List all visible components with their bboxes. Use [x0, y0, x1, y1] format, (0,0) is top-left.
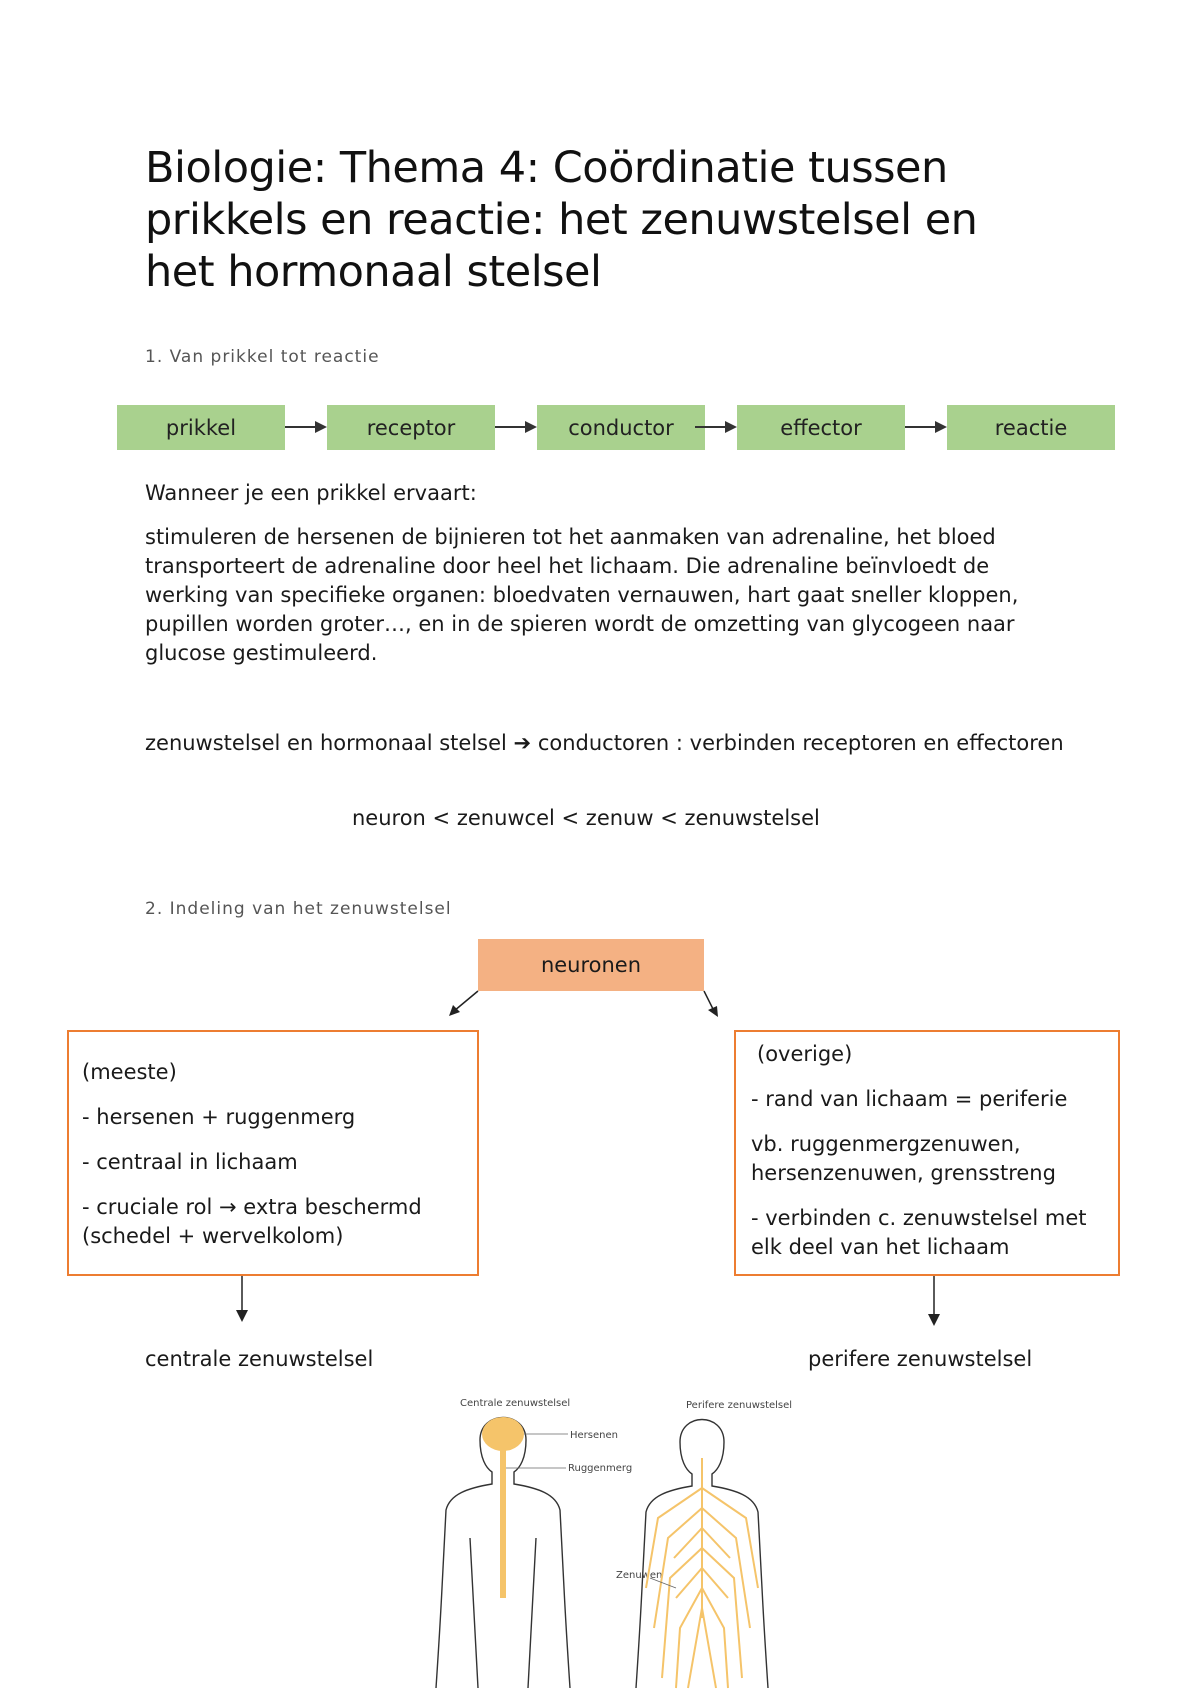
arrow-right-icon: →	[218, 1195, 237, 1219]
flow-step-prikkel: prikkel	[117, 405, 285, 450]
flow-step-reactie: reactie	[947, 405, 1115, 450]
branch-arrows-icon	[440, 985, 740, 1021]
central-line-meeste: (meeste)	[82, 1060, 177, 1084]
central-nervous-label: centrale zenuwstelsel	[145, 1347, 374, 1371]
central-line-cruciaal	[82, 1193, 467, 1251]
brain-shape	[482, 1417, 524, 1451]
peripheral-line-rand: - rand van lichaam = periferie	[751, 1087, 1068, 1111]
central-nervous-box	[67, 1030, 479, 1276]
flow-step-receptor: receptor	[327, 405, 495, 450]
hierarchy-text: neuron < zenuwcel < zenuw < zenuwstelsel	[352, 806, 820, 830]
down-arrow-icon	[924, 1276, 944, 1328]
flow-arrow-icon	[905, 405, 947, 450]
peripheral-nervous-label: perifere zenuwstelsel	[808, 1347, 1033, 1371]
label-zenuwen: Zenuwen	[616, 1570, 663, 1581]
bold-arrow-icon: ➔	[513, 731, 532, 755]
peripheral-line-overige: (overige)	[757, 1042, 853, 1066]
figure-title-central: Centrale zenuwstelsel	[460, 1398, 571, 1409]
flow-arrow-icon	[285, 405, 327, 450]
peripheral-nervous-box	[734, 1030, 1120, 1276]
down-arrow-icon	[232, 1276, 252, 1324]
central-line-hersenen: - hersenen + ruggenmerg	[82, 1105, 356, 1129]
central-line-cruciaal-start: - cruciale rol	[82, 1195, 213, 1219]
peripheral-line-verbinden: - verbinden c. zenuwstelsel met elk deel van het lichaam	[751, 1206, 1087, 1259]
peripheral-line-voorbeelden: vb. ruggenmergzenuwen, hersenzenuwen, grensstreng	[751, 1132, 1056, 1185]
peripheral-nerves	[646, 1458, 758, 1688]
flow-step-conductor: conductor	[537, 405, 705, 450]
flow-arrow-icon	[695, 405, 737, 450]
spinal-cord-shape	[500, 1448, 506, 1598]
intro-text: Wanneer je een prikkel ervaart:	[145, 481, 477, 505]
nervous-system-figure	[418, 1388, 828, 1696]
adrenaline-paragraph: stimuleren de hersenen de bijnieren tot het aanmaken van adrenaline, het bloed transporteert de adrenaline door heel het lichaam. Die adrenaline beïnvloedt de werking van specifieke organen: bloedvaten vernauwen, hart gaat sneller kloppen, pupillen worden groter…, en in de spieren wordt de omzetting van glycogeen naar glucose gestimuleerd.	[145, 525, 1019, 665]
figure-title-peripheral: Perifere zenuwstelsel	[686, 1400, 793, 1411]
conductors-text	[145, 729, 1065, 758]
conductors-subject: zenuwstelsel en hormonaal stelsel	[145, 731, 507, 755]
label-ruggenmerg: Ruggenmerg	[568, 1463, 633, 1474]
section-1-heading: 1. Van prikkel tot reactie	[145, 347, 380, 367]
section-2-heading: 2. Indeling van het zenuwstelsel	[145, 899, 452, 919]
neuronen-box: neuronen	[478, 939, 704, 991]
central-line-cruciaal-end: extra beschermd (schedel + wervelkolom)	[82, 1195, 422, 1248]
flow-arrow-icon	[495, 405, 537, 450]
central-line-centraal: - centraal in lichaam	[82, 1150, 298, 1174]
page-title: Biologie: Thema 4: Coördinatie tussen prikkels en reactie: het zenuwstelsel en het hormonaal stelsel	[145, 143, 978, 297]
label-hersenen: Hersenen	[570, 1430, 618, 1441]
flow-step-effector: effector	[737, 405, 905, 450]
conductors-definition: conductoren : verbinden receptoren en effectoren	[537, 731, 1064, 755]
